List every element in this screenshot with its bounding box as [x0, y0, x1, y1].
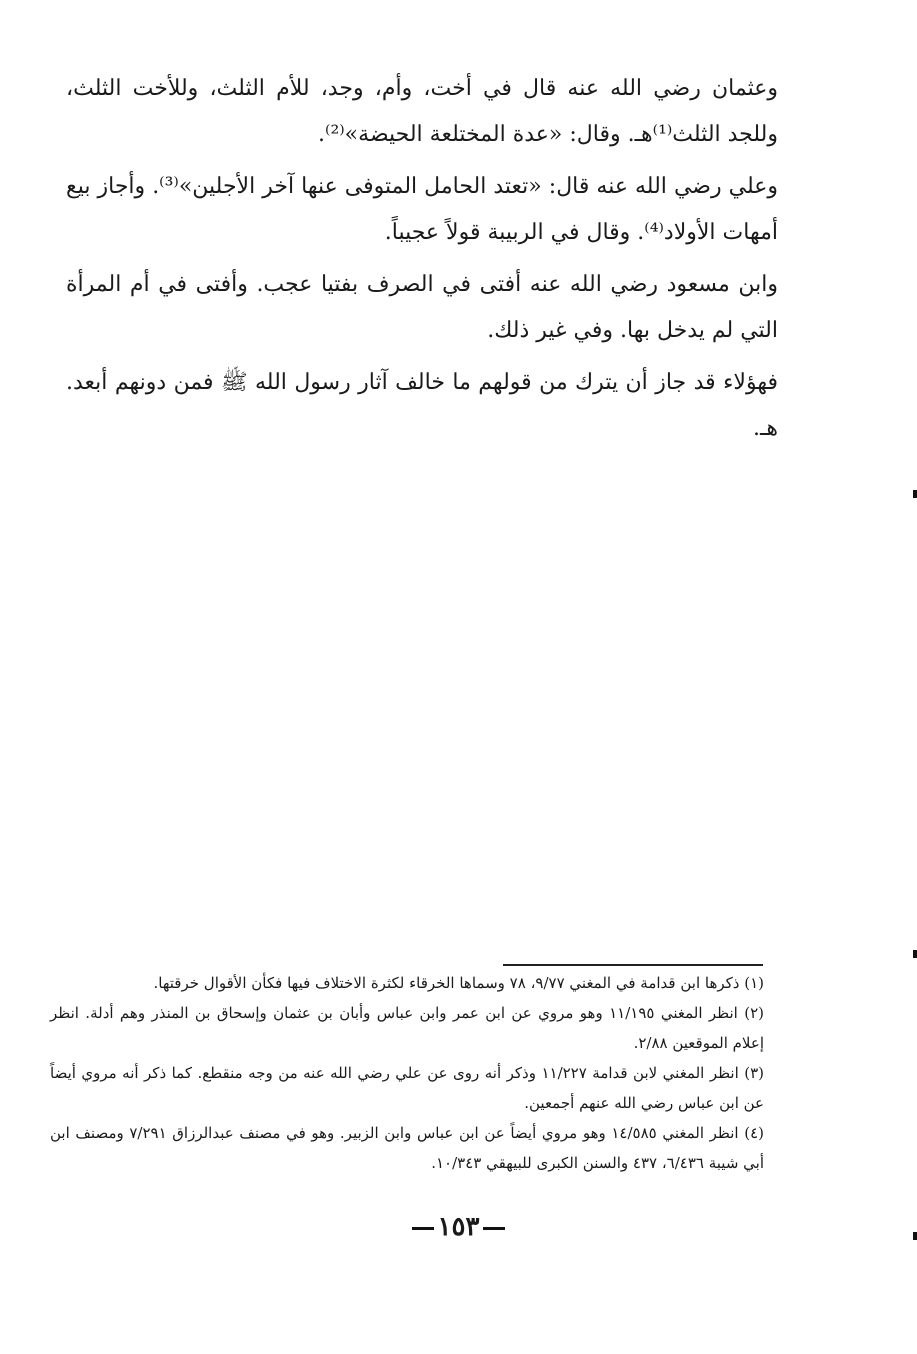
scan-edge-mark [913, 950, 917, 958]
paragraph-ibn-masud: وابن مسعود رضي الله عنه أفتى في الصرف بفتيا عجب. وأفتى في أم المرأة التي لم يدخل بها. وفي غير ذلك. [66, 272, 778, 343]
footnote-2: (٢) انظر المغني ١١/١٩٥ وهو مروي عن ابن عمر وابن عباس وأبان بن عثمان وإسحاق بن المنذر وهم أدلة. انظر إعلام الموقعين ٢/٨٨. [50, 1004, 764, 1052]
main-text-block [66, 66, 778, 458]
scan-edge-mark [913, 490, 917, 498]
page-number [0, 1212, 917, 1242]
page-number-text: ١٥٣ [437, 1212, 480, 1242]
paragraph-uthman: وعثمان رضي الله عنه قال في أخت، وأم، وجد، للأم الثلث، وللأخت الثلث، وللجد الثلث⁽¹⁾هـ. وقال: «عدة المختلعة الحيضة»⁽²⁾. [66, 76, 778, 147]
dash-left [483, 1227, 505, 1230]
footnote-divider [503, 964, 763, 966]
paragraph-ali: وعلي رضي الله عنه قال: «تعتد الحامل المتوفى عنها آخر الأجلين»⁽³⁾. وأجاز بيع أمهات الأولاد⁽⁴⁾. وقال في الربيبة قولاً عجيباً. [66, 174, 778, 245]
footnote-4: (٤) انظر المغني ١٤/٥٨٥ وهو مروي أيضاً عن ابن عباس وابن الزبير. وهو في مصنف عبدالرزاق ٧/٢٩١ ومصنف ابن أبي شيبة ٦/٤٣٦، ٤٣٧ والسنن الكبرى للبيهقي ١٠/٣٤٣. [50, 1124, 764, 1172]
footnote-1: (١) ذكرها ابن قدامة في المغني ٩/٧٧، ٧٨ وسماها الخرقاء لكثرة الاختلاف فيها فكأن الأقوال خرقتها. [153, 974, 764, 992]
scan-edge-mark [913, 1232, 917, 1240]
dash-right [412, 1227, 434, 1230]
footnote-3: (٣) انظر المغني لابن قدامة ١١/٢٢٧ وذكر أنه روى عن علي رضي الله عنه من وجه منقطع. كما ذكر أنه مروي أيضاً عن ابن عباس رضي الله عنهم أجمعين. [50, 1064, 764, 1112]
footnotes-block [50, 968, 764, 1178]
paragraph-conclusion: فهؤلاء قد جاز أن يترك من قولهم ما خالف آثار رسول الله ﷺ فمن دونهم أبعد. هـ. [66, 370, 778, 441]
